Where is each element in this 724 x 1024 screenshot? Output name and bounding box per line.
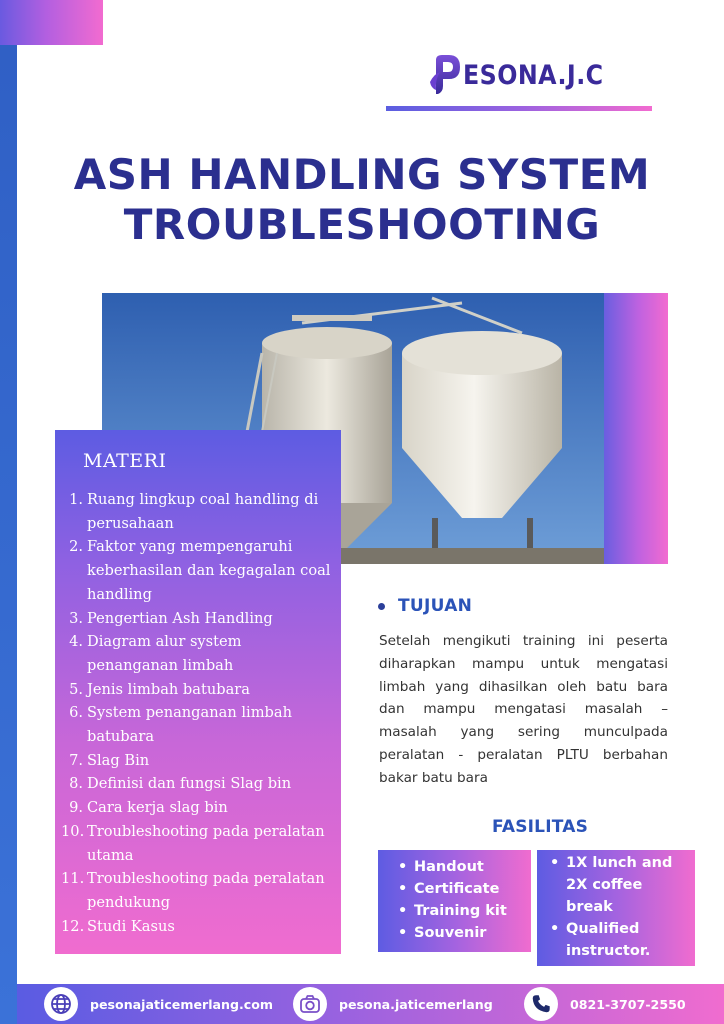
- materi-item-text: Definisi dan fungsi Slag bin: [87, 775, 292, 793]
- fasilitas-item-text: Certificate: [414, 881, 500, 897]
- fasilitas-item: [550, 918, 690, 962]
- brand-logo: [428, 52, 623, 98]
- bullet-icon: •: [398, 881, 408, 897]
- phone-icon: [524, 987, 558, 1021]
- materi-item-text: Troubleshooting pada peralatan utama: [87, 822, 325, 864]
- materi-item-number: 4.: [69, 633, 83, 651]
- materi-item-text: System penanganan limbah batubara: [87, 704, 292, 746]
- tujuan-text: Setelah mengikuti training ini peserta diharapkan mampu untuk mengatasi limbah yang dihasilkan oleh batu bara dan mampu mengatasi masalah – masalah yang sering munculpada peralatan - peralatan PLTU berbahan bakar batu bara: [379, 633, 668, 786]
- materi-item: [61, 701, 337, 748]
- bullet-icon: •: [398, 925, 408, 941]
- footer-instagram[interactable]: [293, 984, 493, 1024]
- materi-item-text: Cara kerja slag bin: [87, 799, 228, 817]
- materi-item-text: Studi Kasus: [87, 917, 175, 935]
- materi-item-number: 1.: [69, 491, 83, 508]
- fasilitas-item-text: Handout: [414, 859, 484, 875]
- materi-panel: [55, 430, 341, 954]
- tujuan-heading: TUJUAN: [398, 596, 473, 616]
- materi-heading: MATERI: [83, 450, 167, 472]
- materi-item-text: Ruang lingkup coal handling di perusahaan: [87, 491, 319, 532]
- materi-item: [61, 535, 337, 606]
- materi-item-text: Faktor yang mempengaruhi keberhasilan dan kegagalan coal handling: [87, 538, 331, 603]
- fasilitas-item-text: 1X lunch and 2X coffee break: [566, 855, 673, 915]
- materi-item-text: Diagram alur system penanganan limbah: [87, 633, 242, 674]
- materi-item-text: Troubleshooting pada peralatan pendukung: [87, 870, 325, 911]
- materi-item-number: 5.: [69, 680, 83, 698]
- materi-item-number: 11.: [61, 870, 85, 888]
- logo-text: ESONA.J.C: [463, 59, 604, 91]
- bullet-icon: •: [550, 855, 560, 871]
- materi-item-text: Jenis limbah batubara: [87, 680, 250, 698]
- materi-item-number: 7.: [69, 751, 83, 769]
- footer-website[interactable]: [44, 984, 273, 1024]
- title-line-1: ASH HANDLING SYSTEM: [73, 150, 651, 199]
- materi-item-number: 2.: [69, 538, 83, 556]
- materi-item: [61, 488, 337, 535]
- materi-item-number: 6.: [69, 704, 83, 722]
- fasilitas-item: [398, 878, 507, 900]
- materi-item: [61, 607, 337, 631]
- logo-p-icon: [428, 52, 462, 98]
- materi-item: [61, 867, 337, 914]
- materi-item: [61, 772, 337, 796]
- fasilitas-item-text: Souvenir: [414, 925, 487, 941]
- tujuan-heading-row: [378, 596, 472, 616]
- materi-item: [61, 630, 337, 677]
- fasilitas-item: [398, 922, 507, 944]
- logo-underline: [386, 106, 652, 111]
- materi-item-text: Pengertian Ash Handling: [87, 609, 273, 627]
- materi-item: [61, 915, 337, 939]
- bullet-icon: •: [550, 921, 560, 937]
- materi-item-number: 12.: [61, 917, 85, 935]
- camera-icon: [293, 987, 327, 1021]
- materi-item: [61, 820, 337, 867]
- fasilitas-box-left: [378, 850, 531, 952]
- fasilitas-item-text: Training kit: [414, 903, 507, 919]
- contact-footer: [17, 984, 724, 1024]
- fasilitas-list-left: [398, 856, 507, 944]
- photo-side-accent: [604, 293, 668, 564]
- footer-phone[interactable]: [524, 984, 686, 1024]
- materi-item-number: 9.: [69, 799, 83, 817]
- materi-item: [61, 678, 337, 702]
- bullet-icon: •: [398, 859, 408, 875]
- materi-item: [61, 796, 337, 820]
- website-text: pesonajaticemerlang.com: [90, 996, 274, 1012]
- materi-item-number: 10.: [61, 822, 85, 840]
- fasilitas-item: [550, 852, 690, 918]
- fasilitas-list-right: [550, 852, 690, 962]
- fasilitas-item-text: Qualified instructor.: [566, 921, 651, 959]
- instagram-text: pesona.jaticemerlang: [339, 996, 493, 1012]
- page-title: [0, 150, 724, 250]
- materi-item-number: 8.: [69, 775, 83, 793]
- title-line-2: TROUBLESHOOTING: [123, 200, 601, 249]
- materi-item: [61, 749, 337, 773]
- materi-list: [61, 488, 337, 938]
- globe-icon: [44, 987, 78, 1021]
- bullet-icon: •: [398, 903, 408, 919]
- fasilitas-heading: FASILITAS: [491, 817, 589, 837]
- bullet-dot-icon: [378, 603, 385, 610]
- fasilitas-box-right: [537, 850, 695, 966]
- materi-item-text: Slag Bin: [87, 751, 150, 769]
- materi-item-number: 3.: [69, 609, 83, 627]
- corner-accent-box: [0, 0, 103, 45]
- phone-text: 0821-3707-2550: [570, 996, 686, 1012]
- fasilitas-item: [398, 900, 507, 922]
- fasilitas-item: [398, 856, 507, 878]
